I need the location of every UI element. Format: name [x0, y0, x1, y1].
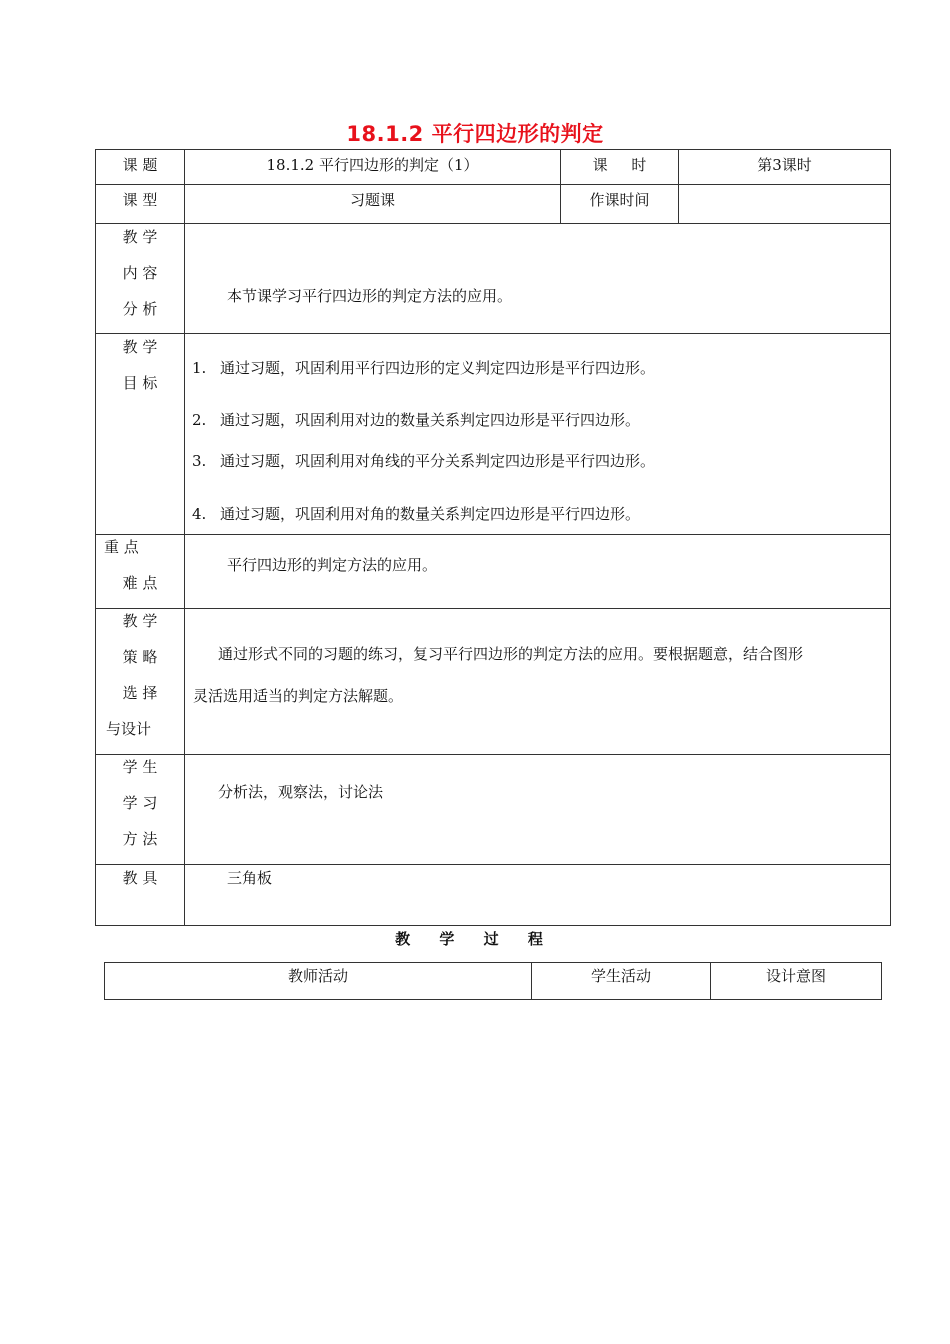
- content-analysis-text: 本节课学习平行四边形的判定方法的应用。: [227, 287, 513, 305]
- topic-label: 课 题: [122, 156, 158, 174]
- learning-methods-label: 学 生 学 习 方 法: [122, 758, 158, 848]
- type-label: 课 型: [122, 191, 158, 209]
- header-student-activity: 学生活动: [590, 967, 651, 985]
- content-analysis-label: 教 学 内 容 分 析: [122, 228, 158, 318]
- tools-text: 三角板: [227, 869, 273, 887]
- strategy-text-line2: 灵活选用适当的判定方法解题。: [193, 687, 404, 705]
- homework-time-label: 作课时间: [589, 191, 650, 209]
- header-teacher-activity: 教师活动: [287, 967, 348, 985]
- document-title: 18.1.2 平行四边形的判定: [346, 122, 604, 146]
- topic-value: 18.1.2 平行四边形的判定（1）: [266, 156, 479, 174]
- objective-item: 1. 通过习题，巩固利用平行四边形的定义判定四边形是平行四边形。: [192, 359, 656, 377]
- key-points-label: 重 点 难 点: [104, 538, 158, 592]
- strategy-text-line1: 通过形式不同的习题的练习，复习平行四边形的判定方法的应用。要根据题意，结合图形: [218, 645, 804, 663]
- strategy-label: 教 学 策 略 选 择 与设计: [106, 612, 158, 738]
- header-design-intent: 设计意图: [765, 967, 826, 985]
- tools-label: 教 具: [122, 869, 158, 887]
- teaching-process-title: 教 学 过 程: [395, 930, 555, 948]
- period-label: 课 时: [592, 156, 647, 174]
- objective-item: 4. 通过习题，巩固利用对角的数量关系判定四边形是平行四边形。: [192, 505, 641, 523]
- learning-methods-text: 分析法，观察法，讨论法: [218, 783, 384, 801]
- objectives-label: 教 学 目 标: [122, 338, 158, 392]
- objective-item: 3. 通过习题，巩固利用对角线的平分关系判定四边形是平行四边形。: [192, 452, 656, 470]
- key-points-text: 平行四边形的判定方法的应用。: [227, 556, 438, 574]
- period-value: 第3课时: [757, 156, 812, 174]
- type-value: 习题课: [349, 191, 395, 209]
- objective-item: 2. 通过习题，巩固利用对边的数量关系判定四边形是平行四边形。: [192, 411, 641, 429]
